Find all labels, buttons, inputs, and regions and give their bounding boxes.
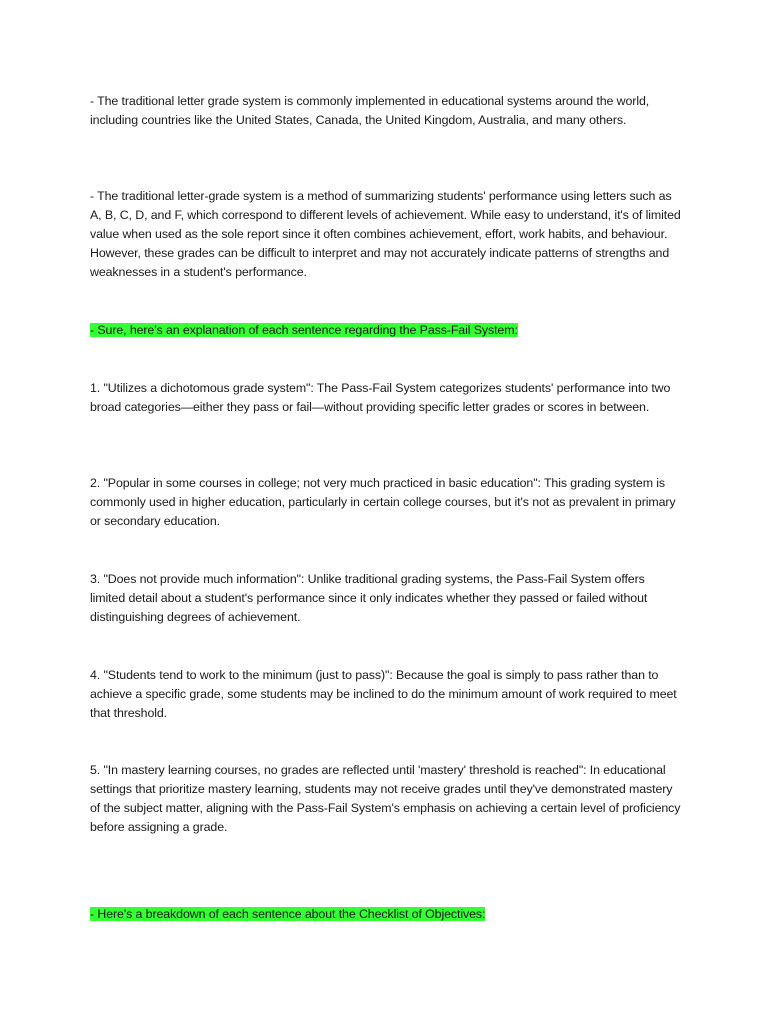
- paragraph-text: 2. "Popular in some courses in college; not very much practiced in basic education": This grading system is commonly used in higher education, particularly in certain college courses, but it's not as prevalent in primary or secondary education.: [90, 476, 676, 528]
- paragraph-letter-grade-definition: [90, 187, 682, 282]
- paragraph-text: - The traditional letter grade system is commonly implemented in educational systems around the world, including countries like the United States, Canada, the United Kingdom, Australia, and many others.: [90, 94, 650, 127]
- paragraph-letter-grade-usage: [90, 92, 682, 130]
- paragraph-pass-fail-point-4: [90, 666, 682, 723]
- heading-pass-fail-system: [90, 321, 682, 340]
- highlighted-heading-text: - Here's a breakdown of each sentence about the Checklist of Objectives:: [90, 907, 486, 921]
- paragraph-text: 3. "Does not provide much information": Unlike traditional grading systems, the Pass-Fail System offers limited detail about a student's performance since it only indicates whether they passed or failed without distinguishing degrees of achievement.: [90, 572, 648, 624]
- paragraph-pass-fail-point-1: [90, 379, 682, 417]
- paragraph-pass-fail-point-2: [90, 474, 682, 531]
- paragraph-text: - The traditional letter-grade system is a method of summarizing students' performance using letters such as A, B, C, D, and F, which correspond to different levels of achievement. While easy to understand, it's of limited value when used as the sole report since it often combines achievement, effort, work habits, and behaviour. However, these grades can be difficult to interpret and may not accurately indicate patterns of strengths and weaknesses in a student's performance.: [90, 189, 681, 279]
- paragraph-pass-fail-point-5: [90, 761, 682, 837]
- paragraph-pass-fail-point-3: [90, 570, 682, 627]
- paragraph-text: 4. "Students tend to work to the minimum (just to pass)": Because the goal is simply to pass rather than to achieve a specific grade, some students may be inclined to do the minimum amount of work required to meet that threshold.: [90, 668, 677, 720]
- highlighted-heading-text: - Sure, here's an explanation of each sentence regarding the Pass-Fail System:: [90, 323, 518, 337]
- paragraph-text: 1. "Utilizes a dichotomous grade system": The Pass-Fail System categorizes students' performance into two broad categories—either they pass or fail—without providing specific letter grades or scores in between.: [90, 381, 671, 414]
- heading-checklist-of-objectives: [90, 905, 682, 924]
- paragraph-text: 5. "In mastery learning courses, no grades are reflected until 'mastery' threshold is reached": In educational settings that prioritize mastery learning, students may not receive grades until they've demonstrated mastery of the subject matter, aligning with the Pass-Fail System's emphasis on achieving a certain level of proficiency before assigning a grade.: [90, 763, 681, 834]
